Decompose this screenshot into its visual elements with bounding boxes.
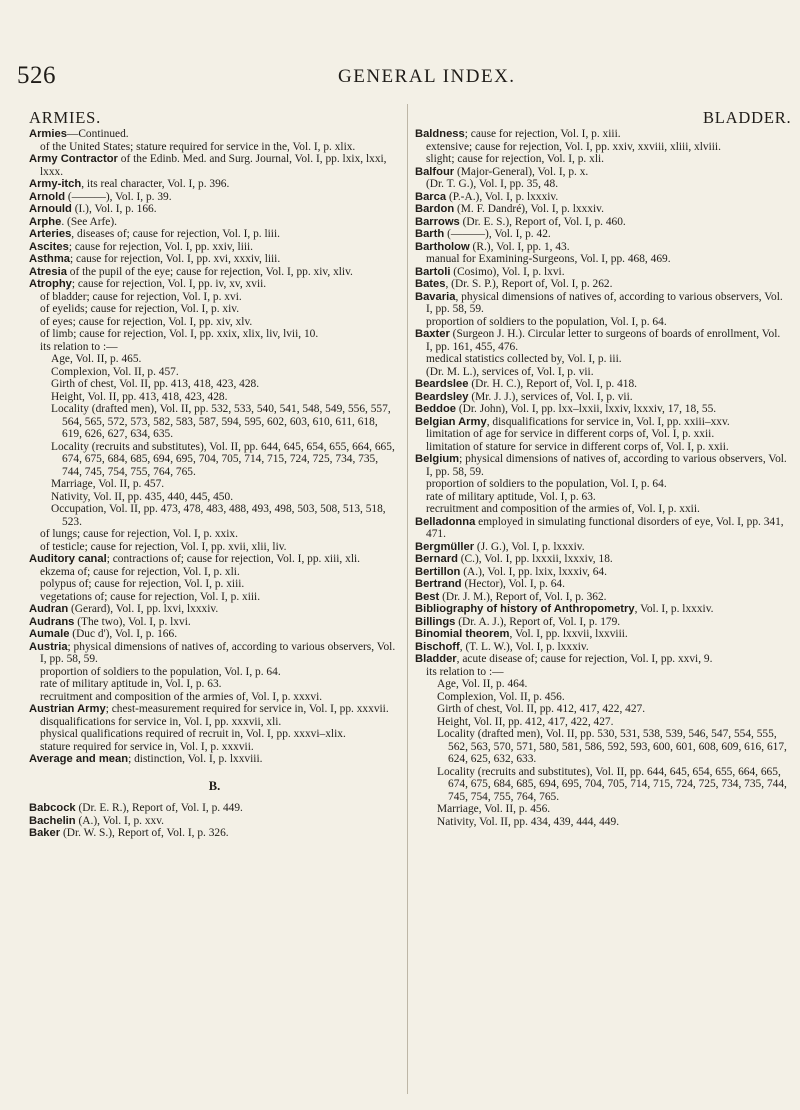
index-subentry — [29, 303, 400, 316]
index-entry — [415, 628, 787, 641]
entry-heading: Arteries — [29, 228, 72, 240]
index-entry — [29, 628, 400, 641]
index-entry — [415, 653, 787, 666]
index-entry — [415, 216, 787, 229]
index-subentry — [415, 691, 787, 704]
entry-text: (C.), Vol. I, pp. lxxxii, lxxxiv, 18. — [457, 553, 613, 565]
entry-text: (———), Vol. I, p. 42. — [444, 228, 551, 240]
entry-text: of the United States; stature required for service in the, Vol. I, p. xlix. — [40, 140, 356, 153]
section-letter: B. — [208, 778, 221, 793]
entry-text: proportion of soldiers to the population, Vol. I, p. 64. — [426, 478, 667, 490]
index-subentry — [29, 391, 400, 404]
entry-text: of eyes; cause for rejection, Vol. I, pp. xiv, xlv. — [40, 315, 253, 328]
index-entry — [415, 578, 787, 591]
entry-heading: Beardslee — [415, 378, 469, 390]
index-entry — [29, 216, 400, 229]
entry-heading: Binomial theorem — [415, 628, 510, 640]
index-entry — [29, 253, 400, 266]
index-entry — [415, 566, 787, 579]
index-subentry — [29, 503, 400, 528]
index-subentry — [415, 728, 787, 766]
entry-text: Height, Vol. II, pp. 413, 418, 423, 428. — [51, 390, 228, 403]
index-subentry — [29, 378, 400, 391]
entry-heading: Bates — [415, 278, 446, 290]
entry-heading: Army-itch — [29, 178, 82, 190]
index-entry — [29, 153, 400, 178]
entry-heading: Austria — [29, 640, 68, 653]
entry-text: Locality (drafted men), Vol. II, pp. 532, 533, 540, 541, 548, 549, 556, 557, 564, 565, 572, 573, 582, 583, 587, 594, 595, 602, 603, 610, 611, 618, 619, 626, 627, 634, 635. — [51, 403, 391, 440]
entry-text: proportion of soldiers to the population, Vol. I, p. 64. — [426, 315, 667, 328]
index-entry — [29, 641, 400, 666]
entry-heading: Aumale — [29, 628, 70, 640]
index-subentry — [29, 291, 400, 304]
entry-text: proportion of soldiers to the population, Vol. I, p. 64. — [40, 665, 281, 678]
index-entry — [29, 266, 400, 279]
entry-text: ekzema of; cause for rejection, Vol. I, p. xli. — [40, 565, 240, 578]
index-entry — [415, 291, 787, 316]
index-subentry — [29, 666, 400, 679]
entry-text: (Mr. J. J.), services of, Vol. I, p. vii. — [468, 390, 633, 403]
index-subentry — [29, 141, 400, 154]
entry-text: limitation of age for service in different corps of, Vol. I, p. xxii. — [426, 428, 715, 440]
index-entry — [415, 328, 787, 353]
index-subentry — [415, 253, 787, 266]
index-subentry — [415, 803, 787, 816]
entry-text: ; physical dimensions of natives of, according to various observers, Vol. I, pp. 58, 59. — [40, 640, 396, 665]
entry-heading: Audran — [29, 603, 69, 615]
entry-text: (Dr. E. R.), Report of, Vol. I, p. 449. — [75, 802, 243, 814]
index-entry — [415, 541, 787, 554]
index-subentry — [415, 441, 787, 454]
entry-heading: Army Contractor — [29, 153, 118, 165]
entry-heading: Bergmüller — [415, 540, 475, 553]
index-entry — [415, 391, 787, 404]
page-number: 526 — [17, 62, 56, 89]
index-subentry — [29, 541, 400, 554]
index-entry — [415, 453, 787, 478]
column-divider — [407, 104, 408, 1094]
entry-text: (Surgeon J. H.). Circular letter to surgeons of boards of enrollment, Vol. I, pp. 161, 455, 476. — [426, 328, 781, 353]
index-entry — [29, 178, 400, 191]
entry-heading: Armies — [29, 128, 67, 140]
entry-text: Complexion, Vol. II, p. 456. — [437, 690, 565, 703]
entry-text: Nativity, Vol. II, pp. 434, 439, 444, 449. — [437, 815, 620, 828]
entry-text: of testicle; cause for rejection, Vol. I, pp. xvii, xlii, liv. — [40, 540, 287, 553]
index-entry — [29, 815, 400, 828]
entry-text: , disqualifications for service in, Vol. I, pp. xxiii–xxv. — [486, 415, 730, 428]
entry-text: (A.), Vol. I, p. xxv. — [75, 814, 165, 827]
entry-heading: Bartoli — [415, 265, 451, 278]
entry-text: of eyelids; cause for rejection, Vol. I, p. xiv. — [40, 303, 240, 315]
index-subentry — [415, 141, 787, 154]
entry-heading: Baker — [29, 827, 61, 839]
entry-heading: Average and mean — [29, 753, 129, 765]
index-entry — [29, 802, 400, 815]
index-subentry — [29, 366, 400, 379]
index-entry — [415, 616, 787, 629]
index-subentry — [415, 153, 787, 166]
entry-text: , physical dimensions of natives of, according to various observers, Vol. I, pp. 58, 59. — [426, 290, 783, 315]
index-entry — [415, 641, 787, 654]
index-subentry — [415, 366, 787, 379]
entry-text: vegetations of; cause for rejection, Vol. I, p. xiii. — [40, 590, 261, 603]
entry-text: , its real character, Vol. I, p. 396. — [81, 178, 230, 190]
index-subentry — [29, 441, 400, 479]
entry-heading: Beardsley — [415, 390, 469, 403]
entry-text: recruitment and composition of the armies of, Vol. I, p. xxii. — [426, 503, 700, 515]
index-subentry — [29, 341, 400, 354]
entry-text: polypus of; cause for rejection, Vol. I, p. xiii. — [40, 578, 245, 590]
index-entry — [415, 378, 787, 391]
entry-text: , acute disease of; cause for rejection, Vol. I, pp. xxvi, 9. — [456, 653, 713, 665]
entry-text: , Vol. I, p. lxxxiv. — [634, 603, 714, 615]
entry-text: ; distinction, Vol. I, p. lxxviii. — [128, 753, 263, 765]
index-entry — [415, 603, 787, 616]
entry-text: , Vol. I, pp. lxxvii, lxxviii. — [509, 628, 628, 640]
entry-heading: Bertillon — [415, 565, 461, 578]
entry-text: of limb; cause for rejection, Vol. I, pp. xxix, xlix, liv, lvii, 10. — [40, 328, 319, 340]
index-subentry — [29, 578, 400, 591]
right-column — [415, 128, 787, 828]
entry-text: ; chest-measurement required for service in, Vol. I, pp. xxxvii. — [105, 703, 389, 715]
entry-heading: Bachelin — [29, 814, 76, 827]
left-column — [29, 128, 400, 840]
index-subentry — [29, 528, 400, 541]
entry-heading: Bladder — [415, 653, 457, 665]
index-subentry — [29, 678, 400, 691]
entry-heading: Auditory canal — [29, 553, 107, 565]
index-entry — [29, 228, 400, 241]
index-entry — [415, 591, 787, 604]
entry-text: (Dr. W. S.), Report of, Vol. I, p. 326. — [60, 827, 229, 839]
entry-text: Age, Vol. II, p. 465. — [51, 353, 142, 365]
index-subentry — [29, 491, 400, 504]
entry-heading: Bertrand — [415, 578, 462, 590]
entry-heading: Bischoff — [415, 640, 460, 653]
entry-text: (Dr. H. C.), Report of, Vol. I, p. 418. — [468, 378, 638, 390]
entry-text: (M. F. Dandré), Vol. I, p. lxxxiv. — [454, 203, 604, 215]
entry-text: . (See Arfe). — [61, 215, 117, 228]
entry-text: medical statistics collected by, Vol. I, p. iii. — [426, 353, 622, 365]
entry-text: employed in simulating functional disorders of eye, Vol. I, pp. 341, 471. — [426, 515, 784, 540]
entry-heading: Best — [415, 590, 440, 603]
entry-heading: Belgium — [415, 453, 460, 465]
entry-heading: Baldness — [415, 128, 465, 140]
entry-text: of the Edinb. Med. and Surg. Journal, Vol. I, pp. lxix, lxxi, lxxx. — [40, 153, 387, 178]
entry-heading: Austrian Army — [29, 703, 106, 715]
entry-text: (A.), Vol. I, pp. lxix, lxxxiv, 64. — [460, 565, 607, 578]
index-entry — [29, 753, 400, 766]
index-subentry — [415, 178, 787, 191]
entry-heading: Arphe — [29, 215, 62, 228]
entry-text: ; cause for rejection, Vol. I, pp. xxiv, liii. — [68, 240, 254, 253]
entry-heading: Bartholow — [415, 240, 470, 253]
left-column-heading: ARMIES. — [29, 108, 102, 127]
entry-text: Locality (recruits and substitutes), Vol. II, pp. 644, 645, 654, 655, 664, 665, 674, 675, 684, 685, 694, 695, 704, 705, 714, 715, 724, 725, 734, 735, 744, 745, 754, 755, 764, 765. — [437, 765, 787, 803]
entry-text: (Cosimo), Vol. I, p. lxvi. — [450, 265, 565, 278]
index-entry — [29, 191, 400, 204]
entry-heading: Atresia — [29, 265, 67, 278]
index-entry — [29, 203, 400, 216]
entry-heading: Babcock — [29, 802, 76, 814]
entry-heading: Bibliography of history of Anthropometry — [415, 603, 635, 615]
index-entry — [415, 403, 787, 416]
entry-heading: Barth — [415, 228, 445, 240]
index-subentry — [29, 728, 400, 741]
entry-heading: Asthma — [29, 253, 71, 265]
index-entry — [415, 128, 787, 141]
entry-text: Locality (recruits and substitutes), Vol. II, pp. 644, 645, 654, 655, 664, 665, 674, 675, 684, 685, 694, 695, 704, 705, 714, 715, 724, 725, 734, 735, 744, 745, 754, 755, 764, 765. — [51, 440, 395, 478]
index-entry — [415, 553, 787, 566]
index-subentry — [415, 816, 787, 829]
index-subentry — [415, 766, 787, 804]
index-subentry — [29, 328, 400, 341]
index-subentry — [415, 716, 787, 729]
index-subentry — [29, 716, 400, 729]
index-subentry — [415, 666, 787, 679]
right-column-heading: BLADDER. — [703, 108, 792, 127]
index-subentry — [29, 353, 400, 366]
index-subentry — [29, 316, 400, 329]
entry-text: Girth of chest, Vol. II, pp. 413, 418, 423, 428. — [51, 378, 260, 390]
entry-heading: Arnold — [29, 190, 66, 203]
entry-text: (Gerard), Vol. I, pp. lxvi, lxxxiv. — [68, 603, 219, 615]
index-entry — [415, 241, 787, 254]
index-entry — [29, 278, 400, 291]
index-subentry — [29, 591, 400, 604]
entry-text: (The two), Vol. I, p. lxvi. — [74, 615, 191, 628]
entry-heading: Belladonna — [415, 515, 476, 528]
entry-text: its relation to :— — [426, 665, 504, 678]
entry-text: stature required for service in, Vol. I, p. xxxvii. — [40, 740, 254, 753]
entry-text: (Major-General), Vol. I, p. x. — [454, 165, 589, 178]
entry-text: (I.), Vol. I, p. 166. — [71, 203, 157, 215]
entry-text: slight; cause for rejection, Vol. I, p. xli. — [426, 153, 604, 165]
entry-heading: Belgian Army — [415, 415, 487, 428]
entry-text: limitation of stature for service in different corps of, Vol. I, p. xxii. — [426, 440, 729, 453]
index-entry — [415, 516, 787, 541]
index-subentry — [415, 503, 787, 516]
entry-text: Height, Vol. II, pp. 412, 417, 422, 427. — [437, 715, 614, 728]
index-subentry — [415, 678, 787, 691]
index-entry — [415, 166, 787, 179]
entry-text: (Dr. A. J.), Report of, Vol. I, p. 179. — [455, 615, 621, 628]
entry-text: ; contractions of; cause for rejection, Vol. I, pp. xiii, xli. — [106, 553, 360, 565]
index-subentry — [29, 566, 400, 579]
entry-text: ; cause for rejection, Vol. I, pp. xvi, xxxiv, liii. — [70, 253, 281, 265]
entry-heading: Atrophy — [29, 278, 72, 290]
entry-text: , diseases of; cause for rejection, Vol. I, p. liii. — [71, 228, 280, 240]
entry-text: Age, Vol. II, p. 464. — [437, 678, 528, 690]
entry-heading: Bardon — [415, 203, 455, 215]
entry-text: its relation to :— — [40, 340, 118, 353]
entry-text: (R.), Vol. I, pp. 1, 43. — [469, 240, 570, 253]
index-entry — [415, 203, 787, 216]
entry-text: (Hector), Vol. I, p. 64. — [461, 578, 565, 590]
entry-text: (Dr. J. M.), Report of, Vol. I, p. 362. — [439, 590, 607, 603]
entry-text: (Dr. John), Vol. I, pp. lxx–lxxii, lxxiv, lxxxiv, 17, 18, 55. — [456, 403, 717, 415]
entry-text: Nativity, Vol. II, pp. 435, 440, 445, 450. — [51, 490, 234, 503]
entry-text: Marriage, Vol. II, p. 457. — [51, 478, 165, 490]
entry-text: extensive; cause for rejection, Vol. I, pp. xxiv, xxviii, xliii, xlviii. — [426, 140, 721, 153]
index-subentry — [415, 703, 787, 716]
entry-heading: Bernard — [415, 553, 458, 565]
index-entry — [415, 278, 787, 291]
entry-text: (———), Vol. I, p. 39. — [65, 190, 172, 203]
entry-text: Occupation, Vol. II, pp. 473, 478, 483, 488, 493, 498, 503, 508, 513, 518, 523. — [51, 503, 386, 528]
entry-text: (Dr. T. G.), Vol. I, pp. 35, 48. — [426, 178, 559, 190]
entry-text: ; physical dimensions of natives of, according to various observers, Vol. I, pp. 58, 59. — [426, 453, 787, 478]
entry-text: (Dr. E. S.), Report of, Vol. I, p. 460. — [459, 215, 626, 228]
entry-text: manual for Examining-Surgeons, Vol. I, pp. 468, 469. — [426, 253, 671, 265]
index-entry — [29, 616, 400, 629]
entry-heading: Arnould — [29, 203, 72, 215]
index-entry — [415, 416, 787, 429]
entry-heading: Beddoe — [415, 403, 457, 415]
index-entry — [415, 266, 787, 279]
entry-heading: Barrows — [415, 215, 460, 228]
entry-text: Girth of chest, Vol. II, pp. 412, 417, 422, 427. — [437, 703, 646, 715]
entry-text: , (T. L. W.), Vol. I, p. lxxxiv. — [459, 640, 589, 653]
index-subentry — [29, 691, 400, 704]
index-subentry — [415, 353, 787, 366]
running-head: GENERAL INDEX. — [338, 66, 516, 87]
entry-text: Marriage, Vol. II, p. 456. — [437, 803, 551, 815]
entry-text: (J. G.), Vol. I, p. lxxxiv. — [474, 540, 585, 553]
index-entry — [415, 228, 787, 241]
entry-text: rate of military aptitude, Vol. I, p. 63. — [426, 490, 596, 503]
entry-text: Locality (drafted men), Vol. II, pp. 530, 531, 538, 539, 546, 547, 554, 555, 562, 563, 570, 571, 580, 581, 586, 592, 593, 600, 601, 608, 609, 616, 617, 624, 625, 632, 633. — [437, 728, 787, 765]
entry-text: of lungs; cause for rejection, Vol. I, p. xxix. — [40, 528, 238, 540]
entry-text: , (Dr. S. P.), Report of, Vol. I, p. 262. — [445, 278, 613, 290]
index-entry — [415, 191, 787, 204]
index-subentry — [415, 428, 787, 441]
entry-text: rate of military aptitude in, Vol. I, p. 63. — [40, 678, 222, 690]
entry-heading: Audrans — [29, 615, 75, 628]
entry-heading: Baxter — [415, 328, 450, 340]
index-subentry — [415, 478, 787, 491]
entry-heading: Barca — [415, 190, 447, 203]
index-entry — [29, 827, 400, 840]
index-entry — [29, 703, 400, 716]
entry-text: Complexion, Vol. II, p. 457. — [51, 365, 179, 378]
index-subentry — [29, 403, 400, 441]
index-subentry — [415, 316, 787, 329]
entry-heading: Billings — [415, 615, 456, 628]
index-entry — [29, 553, 400, 566]
entry-heading: Ascites — [29, 240, 69, 253]
entry-text: disqualifications for service in, Vol. I, pp. xxxvii, xli. — [40, 715, 282, 728]
entry-text: ; cause for rejection, Vol. I, p. xiii. — [464, 128, 621, 140]
index-subentry — [29, 478, 400, 491]
entry-text: (P.-A.), Vol. I, p. lxxxiv. — [446, 190, 559, 203]
entry-text: of bladder; cause for rejection, Vol. I, p. xvi. — [40, 290, 242, 303]
entry-text: (Duc d'), Vol. I, p. 166. — [69, 628, 178, 640]
entry-text: (Dr. M. L.), services of, Vol. I, p. vii. — [426, 365, 594, 378]
index-entry — [29, 128, 400, 141]
entry-text: recruitment and composition of the armies of, Vol. I, p. xxxvi. — [40, 690, 323, 703]
entry-heading: Bavaria — [415, 290, 456, 303]
index-entry — [29, 603, 400, 616]
entry-heading: Balfour — [415, 165, 455, 178]
entry-text: physical qualifications required of recruit in, Vol. I, pp. xxxvi–xlix. — [40, 728, 346, 740]
index-subentry — [29, 741, 400, 754]
index-subentry — [415, 491, 787, 504]
index-entry — [29, 241, 400, 254]
entry-text: of the pupil of the eye; cause for rejection, Vol. I, pp. xiv, xliv. — [66, 265, 353, 278]
entry-text: ; cause for rejection, Vol. I, pp. iv, xv, xvii. — [71, 278, 267, 290]
entry-text: —Continued. — [66, 128, 129, 140]
